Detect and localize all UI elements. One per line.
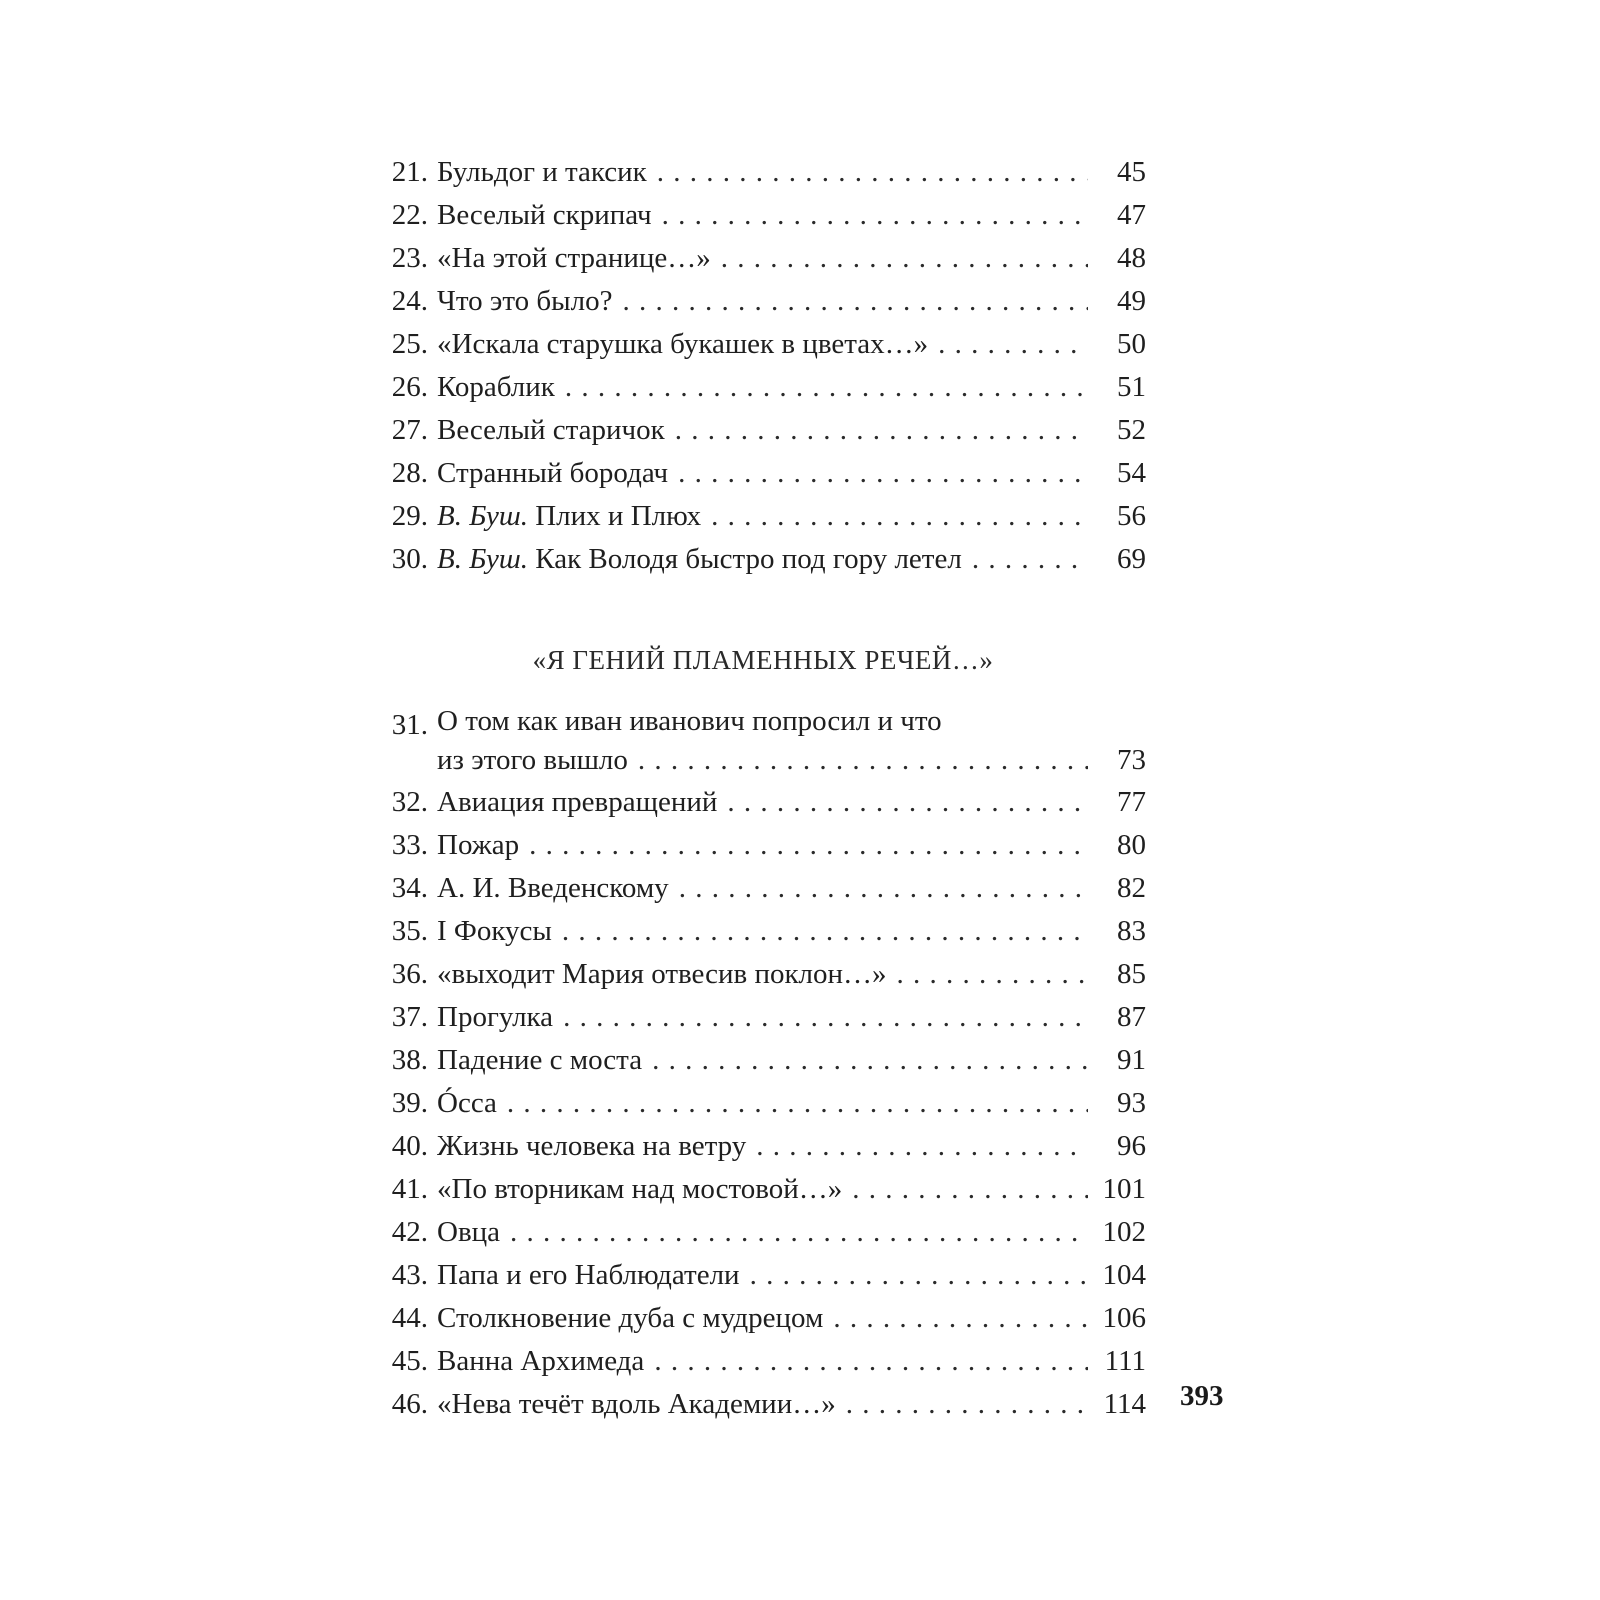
entry-title <box>437 538 962 581</box>
dot-leader <box>562 910 1088 953</box>
dot-leader <box>563 996 1088 1039</box>
entry-page: 45 <box>1117 156 1146 188</box>
toc-entry <box>380 194 1146 237</box>
toc-entry <box>380 495 1146 538</box>
toc-entry <box>380 237 1146 280</box>
entry-number: 29. <box>391 500 428 532</box>
entry-page: 77 <box>1117 786 1146 818</box>
toc-section-b <box>380 704 1146 1426</box>
entry-title: Что это было? <box>437 285 613 317</box>
entry-number: 36. <box>391 958 428 990</box>
entry-number: 38. <box>391 1044 428 1076</box>
dot-leader <box>727 781 1088 824</box>
entry-page: 114 <box>1103 1388 1146 1420</box>
dot-leader <box>938 323 1088 366</box>
toc-entry <box>380 1039 1146 1082</box>
entry-page: 52 <box>1117 414 1146 446</box>
entry-title-text: Как Володя быстро под гору летел <box>535 543 962 575</box>
entry-number: 27. <box>391 414 428 446</box>
entry-title: А. И. Введенскому <box>437 872 669 904</box>
dot-leader <box>638 739 1088 782</box>
entry-title: из этого вышло <box>437 744 628 776</box>
dot-leader <box>662 194 1088 237</box>
entry-title: Óсса <box>437 1087 497 1119</box>
dot-leader <box>657 151 1088 194</box>
entry-page: 96 <box>1117 1130 1146 1162</box>
entry-title: Жизнь человека на ветру <box>437 1130 747 1162</box>
entry-title: Ванна Архимеда <box>437 1345 645 1377</box>
dot-leader <box>972 538 1088 581</box>
entry-number: 43. <box>391 1259 428 1291</box>
toc-entry <box>380 1168 1146 1211</box>
entry-title: Папа и его Наблюдатели <box>437 1259 740 1291</box>
entry-page: 83 <box>1117 915 1146 947</box>
dot-leader <box>507 1082 1088 1125</box>
entry-title-line1: О том как иван иванович попросил и что <box>437 705 942 737</box>
entry-number: 32. <box>391 786 428 818</box>
toc-entry <box>380 323 1146 366</box>
toc-entry <box>380 409 1146 452</box>
entry-title: «По вторникам над мостовой…» <box>437 1173 843 1205</box>
toc-entry <box>380 280 1146 323</box>
dot-leader <box>833 1297 1088 1340</box>
entry-number: 37. <box>391 1001 428 1033</box>
entry-page: 69 <box>1117 543 1146 575</box>
entry-title: «На этой странице…» <box>437 242 711 274</box>
dot-leader <box>750 1254 1088 1297</box>
toc-entry <box>380 452 1146 495</box>
entry-title <box>437 495 701 538</box>
entry-author: В. Буш. <box>437 543 528 575</box>
toc-entry <box>380 1297 1146 1340</box>
entry-title: Странный бородач <box>437 457 669 489</box>
entry-number: 40. <box>391 1130 428 1162</box>
entry-title: Кораблик <box>437 371 555 403</box>
entry-number: 35. <box>391 915 428 947</box>
entry-number: 33. <box>391 829 428 861</box>
toc-entry <box>380 1125 1146 1168</box>
entry-page: 56 <box>1117 500 1146 532</box>
entry-number: 34. <box>391 872 428 904</box>
entry-number: 25. <box>391 328 428 360</box>
entry-page: 50 <box>1117 328 1146 360</box>
dot-leader <box>711 495 1088 538</box>
dot-leader <box>675 409 1088 452</box>
dot-leader <box>529 824 1088 867</box>
entry-title: Бульдог и таксик <box>437 156 647 188</box>
entry-title: Авиация превращений <box>437 786 718 818</box>
book-page-number: 393 <box>1180 1380 1224 1412</box>
toc-entry <box>380 867 1146 910</box>
entry-page: 104 <box>1102 1259 1146 1291</box>
entry-page: 85 <box>1117 958 1146 990</box>
entry-number: 22. <box>391 199 428 231</box>
entry-number: 45. <box>391 1345 428 1377</box>
entry-number: 28. <box>391 457 428 489</box>
entry-title: I Фокусы <box>437 915 552 947</box>
toc-entry <box>380 1383 1146 1426</box>
toc-entry <box>380 1340 1146 1383</box>
toc-entry <box>380 366 1146 409</box>
entry-page: 93 <box>1117 1087 1146 1119</box>
entry-page: 91 <box>1117 1044 1146 1076</box>
entry-page: 73 <box>1117 744 1146 776</box>
entry-title: Падение с моста <box>437 1044 643 1076</box>
entry-title: Веселый старичок <box>437 414 665 446</box>
entry-page: 51 <box>1117 371 1146 403</box>
dot-leader <box>897 953 1088 996</box>
entry-title: «Искала старушка букашек в цветах…» <box>437 328 929 360</box>
entry-number: 30. <box>391 543 428 575</box>
toc-entry <box>380 910 1146 953</box>
dot-leader <box>652 1039 1088 1082</box>
entry-number: 21. <box>391 156 428 188</box>
dot-leader <box>654 1340 1088 1383</box>
entry-page: 106 <box>1102 1302 1146 1334</box>
section-heading: «Я ГЕНИЙ ПЛАМЕННЫХ РЕЧЕЙ…» <box>532 645 994 675</box>
dot-leader <box>852 1168 1088 1211</box>
toc-section-a <box>380 151 1146 581</box>
entry-number: 24. <box>391 285 428 317</box>
toc-entry <box>380 824 1146 867</box>
dot-leader <box>846 1383 1088 1426</box>
entry-title: «Нева течёт вдоль Академии…» <box>437 1388 836 1420</box>
entry-number: 26. <box>391 371 428 403</box>
entry-page: 49 <box>1117 285 1146 317</box>
entry-title-text: Плих и Плюх <box>535 500 702 532</box>
entry-author: В. Буш. <box>437 500 528 532</box>
toc-entry <box>380 1082 1146 1125</box>
entry-title: Овца <box>437 1216 501 1248</box>
entry-number: 46. <box>391 1388 428 1420</box>
entry-number: 42. <box>391 1216 428 1248</box>
dot-leader <box>756 1125 1088 1168</box>
entry-title: Столкновение дуба с мудрецом <box>437 1302 824 1334</box>
entry-page: 48 <box>1117 242 1146 274</box>
toc-entry <box>380 996 1146 1039</box>
entry-page: 82 <box>1117 872 1146 904</box>
toc-entry <box>380 704 1146 781</box>
entry-number: 39. <box>391 1087 428 1119</box>
entry-number: 23. <box>391 242 428 274</box>
entry-title: Прогулка <box>437 1001 554 1033</box>
entry-page: 101 <box>1102 1173 1146 1205</box>
entry-number: 44. <box>391 1302 428 1334</box>
entry-title: Пожар <box>437 829 520 861</box>
entry-page: 54 <box>1117 457 1146 489</box>
toc-entry <box>380 781 1146 824</box>
dot-leader <box>510 1211 1088 1254</box>
dot-leader <box>622 280 1088 323</box>
entry-page: 111 <box>1104 1345 1146 1377</box>
toc-entry <box>380 151 1146 194</box>
entry-page: 102 <box>1102 1216 1146 1248</box>
toc-entry <box>380 1254 1146 1297</box>
dot-leader <box>679 867 1088 910</box>
entry-title: «выходит Мария отвесив поклон…» <box>437 958 887 990</box>
toc-entry <box>380 1211 1146 1254</box>
entry-number: 41. <box>391 1173 428 1205</box>
dot-leader <box>678 452 1088 495</box>
entry-page: 87 <box>1117 1001 1146 1033</box>
dot-leader <box>721 237 1088 280</box>
toc-entry <box>380 538 1146 581</box>
entry-number: 31. <box>391 709 428 741</box>
dot-leader <box>565 366 1088 409</box>
entry-page: 47 <box>1117 199 1146 231</box>
toc-entry <box>380 953 1146 996</box>
entry-title: Веселый скрипач <box>437 199 652 231</box>
entry-page: 80 <box>1117 829 1146 861</box>
